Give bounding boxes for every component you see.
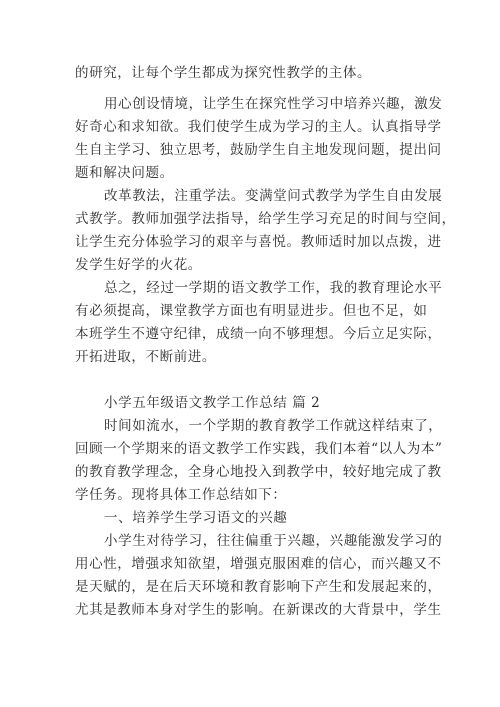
paragraph-line: 用心创设情境，让学生在探究性学习中培养兴趣，激发 <box>104 96 443 112</box>
paragraph-line: 发学生好学的火花。 <box>75 257 202 273</box>
paragraph-line: 的教育教学理念，全身心地投入到教学中，较好地完成了教 <box>75 464 442 480</box>
paragraph-line: 本班学生不遵守纪律，成绩一向不够理想。今后立足实际， <box>75 326 442 342</box>
paragraph-line: 总之，经过一学期的语文教学工作，我的教育理论水平 <box>104 280 443 296</box>
section-heading: 小学五年级语文教学工作总结 篇 2 <box>104 395 321 411</box>
paragraph-line: 题和解决问题。 <box>75 165 174 181</box>
paragraph-line: 回顾一个学期来的语文教学工作实践，我们本着“以人为本” <box>75 441 443 457</box>
paragraph-line: 好奇心和求知欲。我们使学生成为学习的主人。认真指导学 <box>75 119 442 135</box>
paragraph-line: 时间如流水，一个学期的教育教学工作就这样结束了， <box>104 418 443 434</box>
paragraph-line: 小学生对待学习，往往偏重于兴趣，兴趣能激发学习的 <box>104 533 443 549</box>
paragraph-line: 式教学。教师加强学法指导，给学生学习充足的时间与空间， <box>75 211 456 227</box>
paragraph-line: 开拓进取，不断前进。 <box>75 349 216 365</box>
paragraph-line: 生自主学习、独立思考，鼓励学生自主地发现问题，提出问 <box>75 142 442 158</box>
paragraph-line: 用心性，增强求知欲望，增强克服困难的信心，而兴趣又不 <box>75 556 442 572</box>
paragraph-line: 学任务。现将具体工作总结如下： <box>75 487 287 503</box>
paragraph-line: 的研究，让每个学生都成为探究性教学的主体。 <box>75 65 372 81</box>
paragraph-line: 尤其是教师本身对学生的影响。在新课改的大背景中，学生 <box>75 602 442 618</box>
paragraph-line: 让学生充分体验学习的艰辛与喜悦。教师适时加以点拨，进 <box>75 234 442 250</box>
subsection-heading: 一、培养学生学习语文的兴趣 <box>104 510 288 526</box>
paragraph-line: 改革教法，注重学法。变满堂问式教学为学生自由发展 <box>104 188 443 204</box>
paragraph-line: 是天赋的，是在后天环境和教育影响下产生和发展起来的， <box>75 579 442 595</box>
paragraph-line: 有必须提高，课堂教学方面也有明显进步。但也不足，如 <box>75 303 428 319</box>
